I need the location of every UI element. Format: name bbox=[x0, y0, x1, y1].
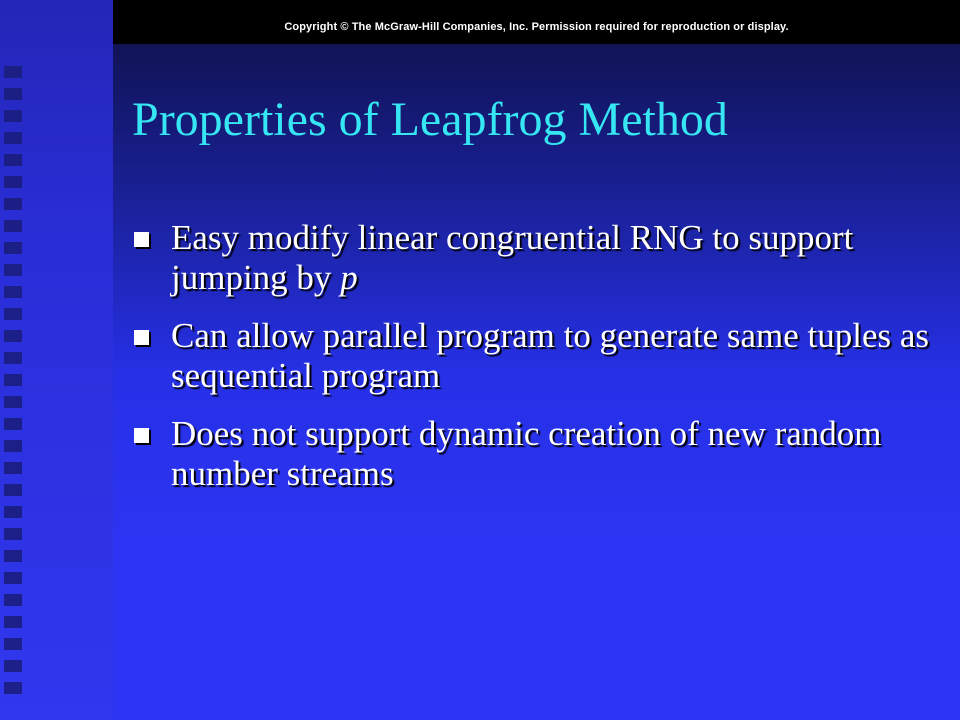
decorative-square bbox=[4, 374, 22, 386]
decorative-square bbox=[4, 682, 22, 694]
decorative-square bbox=[4, 594, 22, 606]
decorative-square bbox=[4, 396, 22, 408]
square-bullet-icon bbox=[134, 232, 149, 247]
decorative-square bbox=[4, 484, 22, 496]
decorative-square bbox=[4, 462, 22, 474]
decorative-square bbox=[4, 418, 22, 430]
bullet-text: Does not support dynamic creation of new random number streams bbox=[171, 414, 882, 493]
decorative-square bbox=[4, 110, 22, 122]
decorative-square bbox=[4, 330, 22, 342]
decorative-square bbox=[4, 572, 22, 584]
square-bullet-icon bbox=[134, 330, 149, 345]
bullet-list bbox=[134, 218, 934, 512]
emphasis-variable: p bbox=[340, 258, 358, 297]
bullet-item bbox=[134, 414, 934, 494]
slide-title: Properties of Leapfrog Method bbox=[132, 93, 728, 146]
bullet-text: Can allow parallel program to generate same tuples as sequential program bbox=[171, 316, 930, 395]
decorative-square bbox=[4, 132, 22, 144]
decorative-square bbox=[4, 66, 22, 78]
bullet-item bbox=[134, 316, 934, 396]
decorative-square bbox=[4, 286, 22, 298]
decorative-square bbox=[4, 88, 22, 100]
decorative-square bbox=[4, 154, 22, 166]
left-decorative-stripe bbox=[0, 0, 113, 720]
decorative-square bbox=[4, 528, 22, 540]
decorative-square bbox=[4, 506, 22, 518]
bullet-text: Easy modify linear congruential RNG to support jumping by p bbox=[171, 218, 854, 297]
decorative-square bbox=[4, 550, 22, 562]
decorative-square bbox=[4, 308, 22, 320]
copyright-notice: Copyright © The McGraw-Hill Companies, Inc. Permission required for reproduction or display. bbox=[284, 21, 789, 33]
decorative-square bbox=[4, 616, 22, 628]
decorative-square bbox=[4, 264, 22, 276]
decorative-square bbox=[4, 198, 22, 210]
decorative-square bbox=[4, 440, 22, 452]
bullet-item bbox=[134, 218, 934, 298]
decorative-square bbox=[4, 352, 22, 364]
decorative-square bbox=[4, 660, 22, 672]
decorative-square-column bbox=[4, 66, 28, 716]
square-bullet-icon bbox=[134, 428, 149, 443]
decorative-square bbox=[4, 176, 22, 188]
decorative-square bbox=[4, 638, 22, 650]
decorative-square bbox=[4, 242, 22, 254]
decorative-square bbox=[4, 220, 22, 232]
